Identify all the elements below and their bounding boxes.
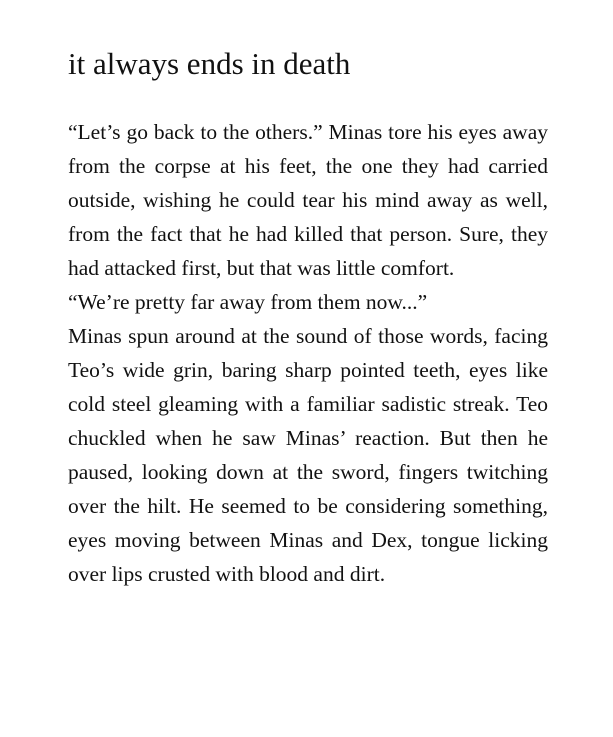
story-body (68, 115, 548, 591)
paragraph-1: “Let’s go back to the others.” Minas tore his eyes away from the corpse at his feet, the one they had carried outside, wishing he could tear his mind away as well, from the fact that he had killed that person. Sure, they had attacked first, but that was little comfort. (68, 120, 548, 280)
document-title: it always ends in death (68, 46, 351, 81)
paragraph-3: Minas spun around at the sound of those words, facing Teo’s wide grin, baring sharp pointed teeth, eyes like cold steel gleaming with a familiar sadistic streak. Teo chuckled when he saw Minas’ reaction. But then he paused, looking down at the sword, fingers twitching over the hilt. He seemed to be considering something, eyes moving between Minas and Dex, tongue licking over lips crusted with blood and dirt. (68, 324, 548, 586)
paragraph-2: “We’re pretty far away from them now...” (68, 290, 428, 314)
